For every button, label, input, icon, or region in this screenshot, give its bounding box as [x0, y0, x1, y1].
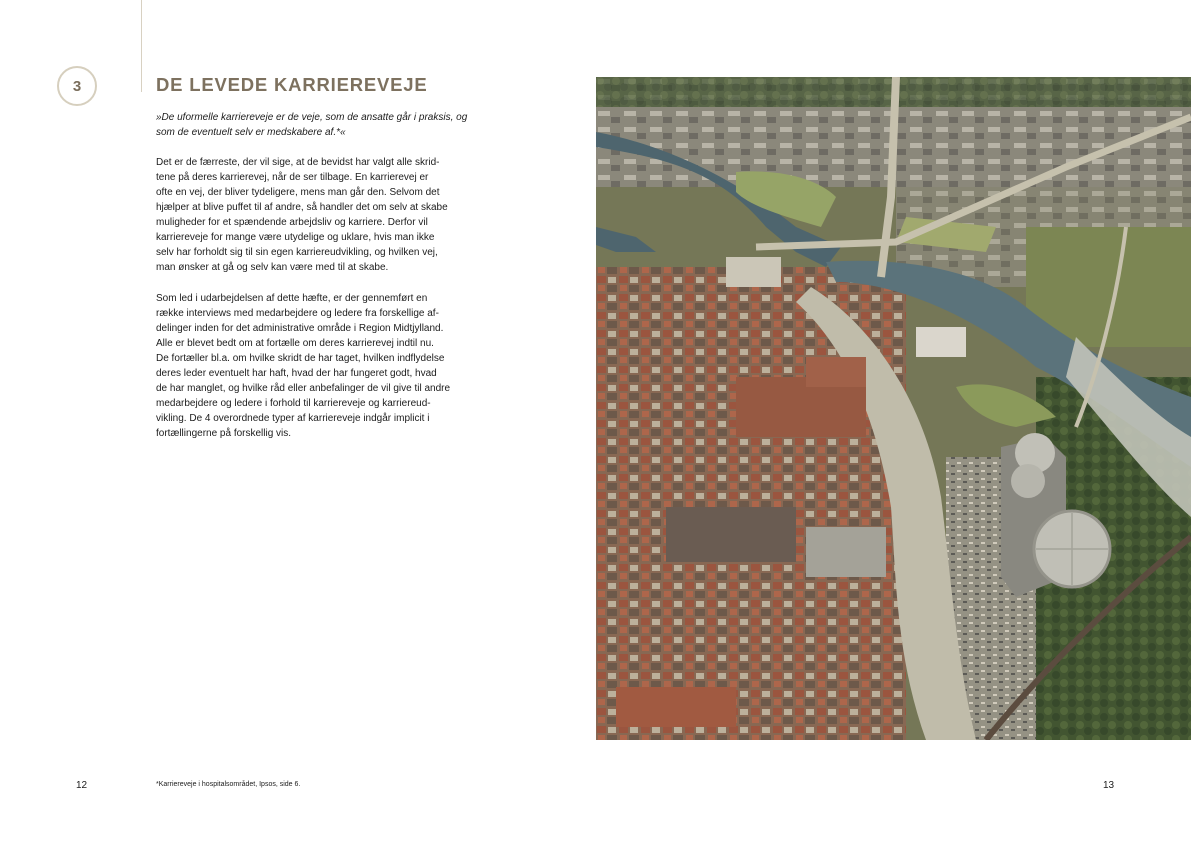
page-number-right: 13: [1103, 780, 1115, 791]
margin-rule: [141, 0, 142, 92]
body-paragraph-2: [156, 291, 476, 441]
text-line: Det er de færreste, der vil sige, at de bevidst har valgt alle skrid-: [156, 157, 440, 168]
text-line: vikling. De 4 overordnede typer af karriereveje indgår implicit i: [156, 413, 430, 424]
text-line: ofte en vej, der bliver tydeligere, mens man går den. Selvom det: [156, 187, 440, 198]
intro-quote: »De uformelle karriereveje er de veje, som de ansatte går i praksis, og som de eventuelt selv er medskabere af.*«: [156, 112, 468, 138]
text-line: fortællingerne på forskellig vis.: [156, 428, 292, 439]
footnote: *Karriereveje i hospitalsområdet, Ipsos, side 6.: [156, 781, 301, 788]
text-line: De fortæller bl.a. om hvilke skridt de har taget, hvilken indflydelse: [156, 353, 445, 364]
text-line: række interviews med medarbejdere og ledere fra forskellige af-: [156, 308, 439, 319]
text-line: selv har forholdt sig til sin egen karriereudvikling, og hvilken vej,: [156, 247, 438, 258]
chapter-number-badge: [57, 66, 97, 106]
text-line: Alle er blevet bedt om at fortælle om deres karrierevej indtil nu.: [156, 338, 434, 349]
text-line: karriereveje for mange være utydelige og uklare, hvis man ikke: [156, 232, 435, 243]
chapter-title: DE LEVEDE KARRIEREVEJE: [156, 74, 428, 95]
text-line: hjælper at blive puffet til af andre, så handler det om selv at skabe: [156, 202, 448, 213]
text-line: Som led i udarbejdelsen af dette hæfte, er der gennemført en: [156, 293, 428, 304]
aerial-city-photo: [596, 77, 1191, 740]
text-line: delinger inden for det administrative område i Region Midtjylland.: [156, 323, 444, 334]
text-line: man ønsker at gå og selv kan være med til at skabe.: [156, 262, 389, 273]
text-line: de har manglet, og hvilke råd eller anbefalinger de vil give til andre: [156, 383, 451, 394]
text-line: deres leder eventuelt har haft, hvad der har fungeret godt, hvad: [156, 368, 437, 379]
text-line: tene på deres karrierevej, når de ser tilbage. En karrierevej er: [156, 172, 429, 183]
text-line: medarbejdere og ledere i forhold til karriereveje og karriereud-: [156, 398, 431, 409]
body-paragraph-1: [156, 155, 476, 275]
text-line: muligheder for et spændende arbejdsliv og karriere. Derfor vil: [156, 217, 428, 228]
page-number-left: 12: [76, 780, 88, 791]
chapter-number: 3: [72, 77, 82, 95]
